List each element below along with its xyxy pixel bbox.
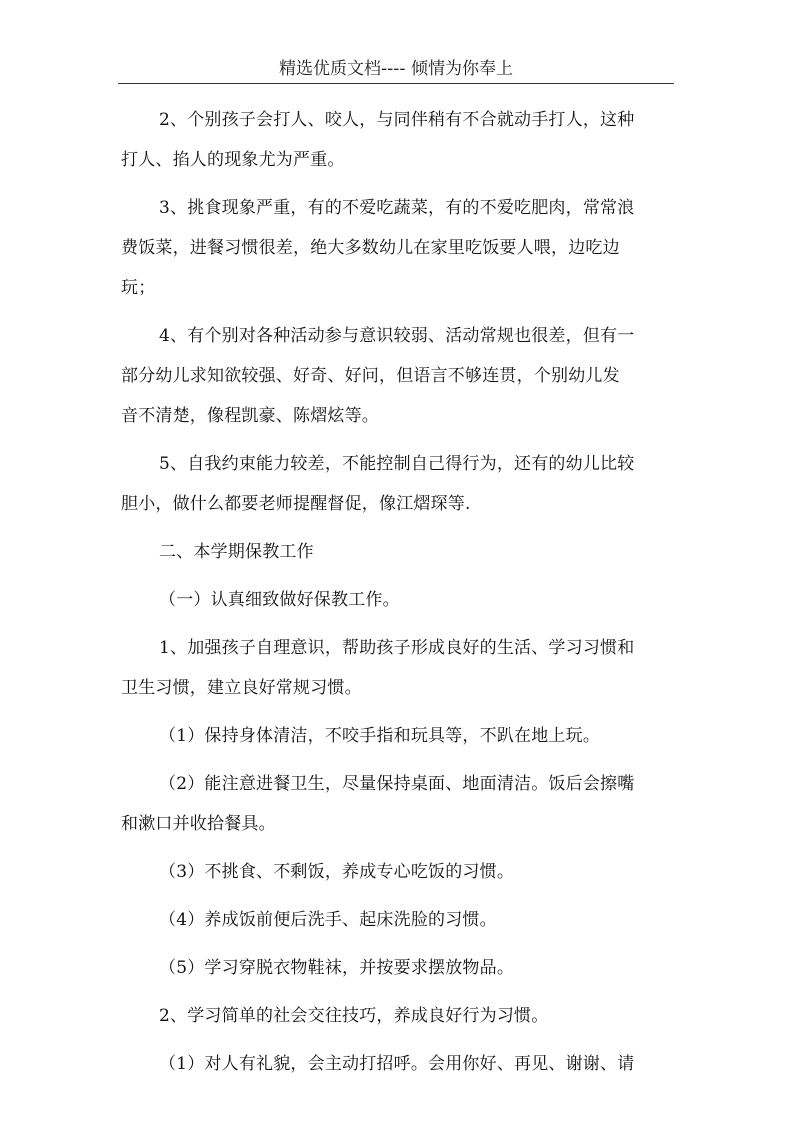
text-line: 1、加强孩子自理意识，帮助孩子形成良好的生活、学习习惯和 [159, 638, 635, 658]
text-line: 和漱口并收拾餐具。 [121, 814, 276, 834]
text-line: 打人、掐人的现象尤为严重。 [121, 150, 345, 170]
text-line: （1）保持身体清洁，不咬手指和玩具等，不趴在地上玩。 [159, 726, 601, 746]
document-body [121, 100, 677, 1084]
text-line: （2）能注意进餐卫生，尽量保持桌面、地面清洁。饭后会擦嘴 [159, 774, 635, 794]
text-line: 5、自我约束能力较差，不能控制自己得行为，还有的幼儿比较 [159, 454, 635, 474]
text-line: 4、有个别对各种活动参与意识较弱、活动常规也很差，但有一 [159, 326, 635, 346]
text-line: （5）学习穿脱衣物鞋袜，并按要求摆放物品。 [159, 958, 515, 978]
text-line: 部分幼儿求知欲较强、好奇、好问，但语言不够连贯，个别幼儿发 [121, 366, 620, 386]
text-line: 费饭菜，进餐习惯很差，绝大多数幼儿在家里吃饭要人喂，边吃边 [121, 238, 620, 258]
subsection-heading: （一）认真细致做好保教工作。 [159, 590, 400, 610]
text-line: 2、学习简单的社会交往技巧，养成良好行为习惯。 [159, 1006, 549, 1026]
header-rule [118, 83, 674, 84]
text-line: 音不清楚，像程凯豪、陈熠炫等。 [121, 406, 379, 426]
text-line: （3）不挑食、不剩饭，养成专心吃饭的习惯。 [159, 862, 515, 882]
text-line: 卫生习惯，建立良好常规习惯。 [121, 678, 362, 698]
text-line: （1）对人有礼貌，会主动打招呼。会用你好、再见、谢谢、请 [159, 1054, 635, 1074]
section-heading: 二、本学期保教工作 [159, 542, 314, 562]
text-line: 玩； [121, 278, 156, 298]
text-line: 胆小，做什么都要老师提醒督促，像江熠琛等. [121, 494, 471, 514]
text-line: 3、挑食现象严重，有的不爱吃蔬菜，有的不爱吃肥肉，常常浪 [159, 198, 635, 218]
text-line: 2、个别孩子会打人、咬人，与同伴稍有不合就动手打人，这种 [159, 110, 635, 130]
page-header: 精选优质文档---- 倾情为你奉上 [279, 59, 513, 79]
text-line: （4）养成饭前便后洗手、起床洗脸的习惯。 [159, 910, 497, 930]
